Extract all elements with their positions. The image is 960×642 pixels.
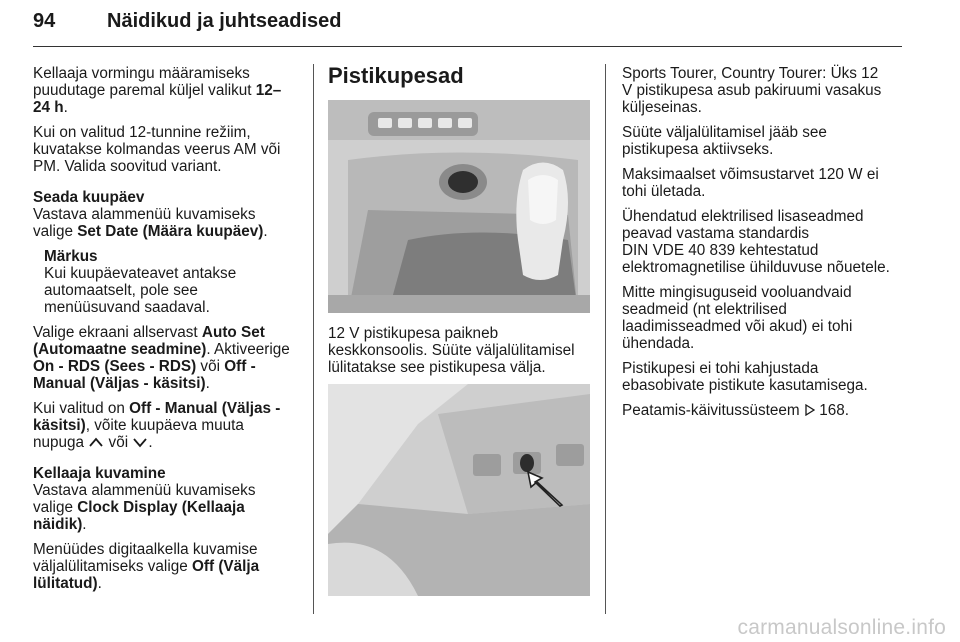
image-caption: 12 V pistikupesa paikneb keskkonsoolis. Süüte väljalülitamisel lülitatakse see pistikupesa välja. (328, 325, 575, 376)
reference-link[interactable]: 168 (819, 402, 845, 419)
paragraph-format: Kellaaja vormingu määramiseks puudutage paremal küljel valikut 12– 24 h. (33, 65, 282, 116)
paragraph-standard: Ühendatud elektrilised lisaseadmed peavad vastama standardis DIN VDE 40 839 kehtestatud elektromagnetilise ühilduvuse nõuetele. (622, 208, 890, 276)
console-socket-image (328, 100, 590, 313)
column-2 (328, 62, 590, 596)
chevron-down-icon (132, 436, 148, 448)
paragraph-auto-set: Valige ekraani allservast Auto Set (Automaatne seadmine). Aktiveerige On - RDS (Sees - RDS) või Off - Manual (Väljas - käsitsi). (33, 324, 290, 392)
heading-clock-display: Kellaaja kuvamine Vastava alammenüü kuvamiseks valige Clock Display (Kellaaja näidik). (33, 465, 256, 533)
note-text: Kui kuupäevateavet antakse automaatselt, pole see menüüsuvand saadaval. (44, 265, 237, 316)
paragraph-trunk-socket: Sports Tourer, Country Tourer: Üks 12 V pistikupesa asub pakiruumi vasakus küljeseinas. (622, 65, 882, 116)
watermark: carmanualsonline.info (737, 616, 946, 639)
page-number: 94 (33, 10, 56, 32)
paragraph-clock-off: Menüüdes digitaalkella kuvamise väljalülitamiseks valige Off (Välja lülitatud). (33, 541, 260, 592)
trunk-socket-image (328, 384, 590, 596)
paragraph-reference: Peatamis-käivitussüsteem 168. (622, 402, 849, 419)
column-divider-1 (313, 64, 314, 614)
note-box (33, 248, 298, 316)
paragraph-no-chargers: Mitte mingisuguseid vooluandvaid seadmeid (nt elektrilised laadimisseadmed või akud) ei tohi ühendada. (622, 284, 853, 352)
paragraph-max-power: Maksimaalset võimsustarvet 120 W ei tohi ületada. (622, 166, 879, 200)
column-divider-2 (605, 64, 606, 614)
header-rule (33, 46, 902, 47)
paragraph-12h: Kui on valitud 12-tunnine režiim, kuvatakse kolmandas veerus AM või PM. Valida soovitud variant. (33, 124, 281, 175)
note-title: Märkus (44, 248, 98, 265)
column-1 (33, 65, 298, 600)
heading-set-date: Seada kuupäev Vastava alammenüü kuvamiseks valige Set Date (Määra kuupäev). (33, 189, 268, 240)
page-title: Näidikud ja juhtseadised (107, 10, 342, 32)
paragraph-active: Süüte väljalülitamisel jääb see pistikupesa aktiivseks. (622, 124, 827, 158)
triangle-right-icon (804, 404, 815, 416)
column-3 (622, 65, 892, 427)
page-header (33, 10, 342, 33)
chevron-up-icon (88, 436, 104, 448)
paragraph-plugs: Pistikupesi ei tohi kahjustada ebasobivate pistikute kasutamisega. (622, 360, 868, 394)
paragraph-manual: Kui valitud on Off - Manual (Väljas - käsitsi), võite kuupäeva muuta nupuga või . (33, 400, 281, 451)
section-title: Pistikupesad (328, 63, 464, 88)
